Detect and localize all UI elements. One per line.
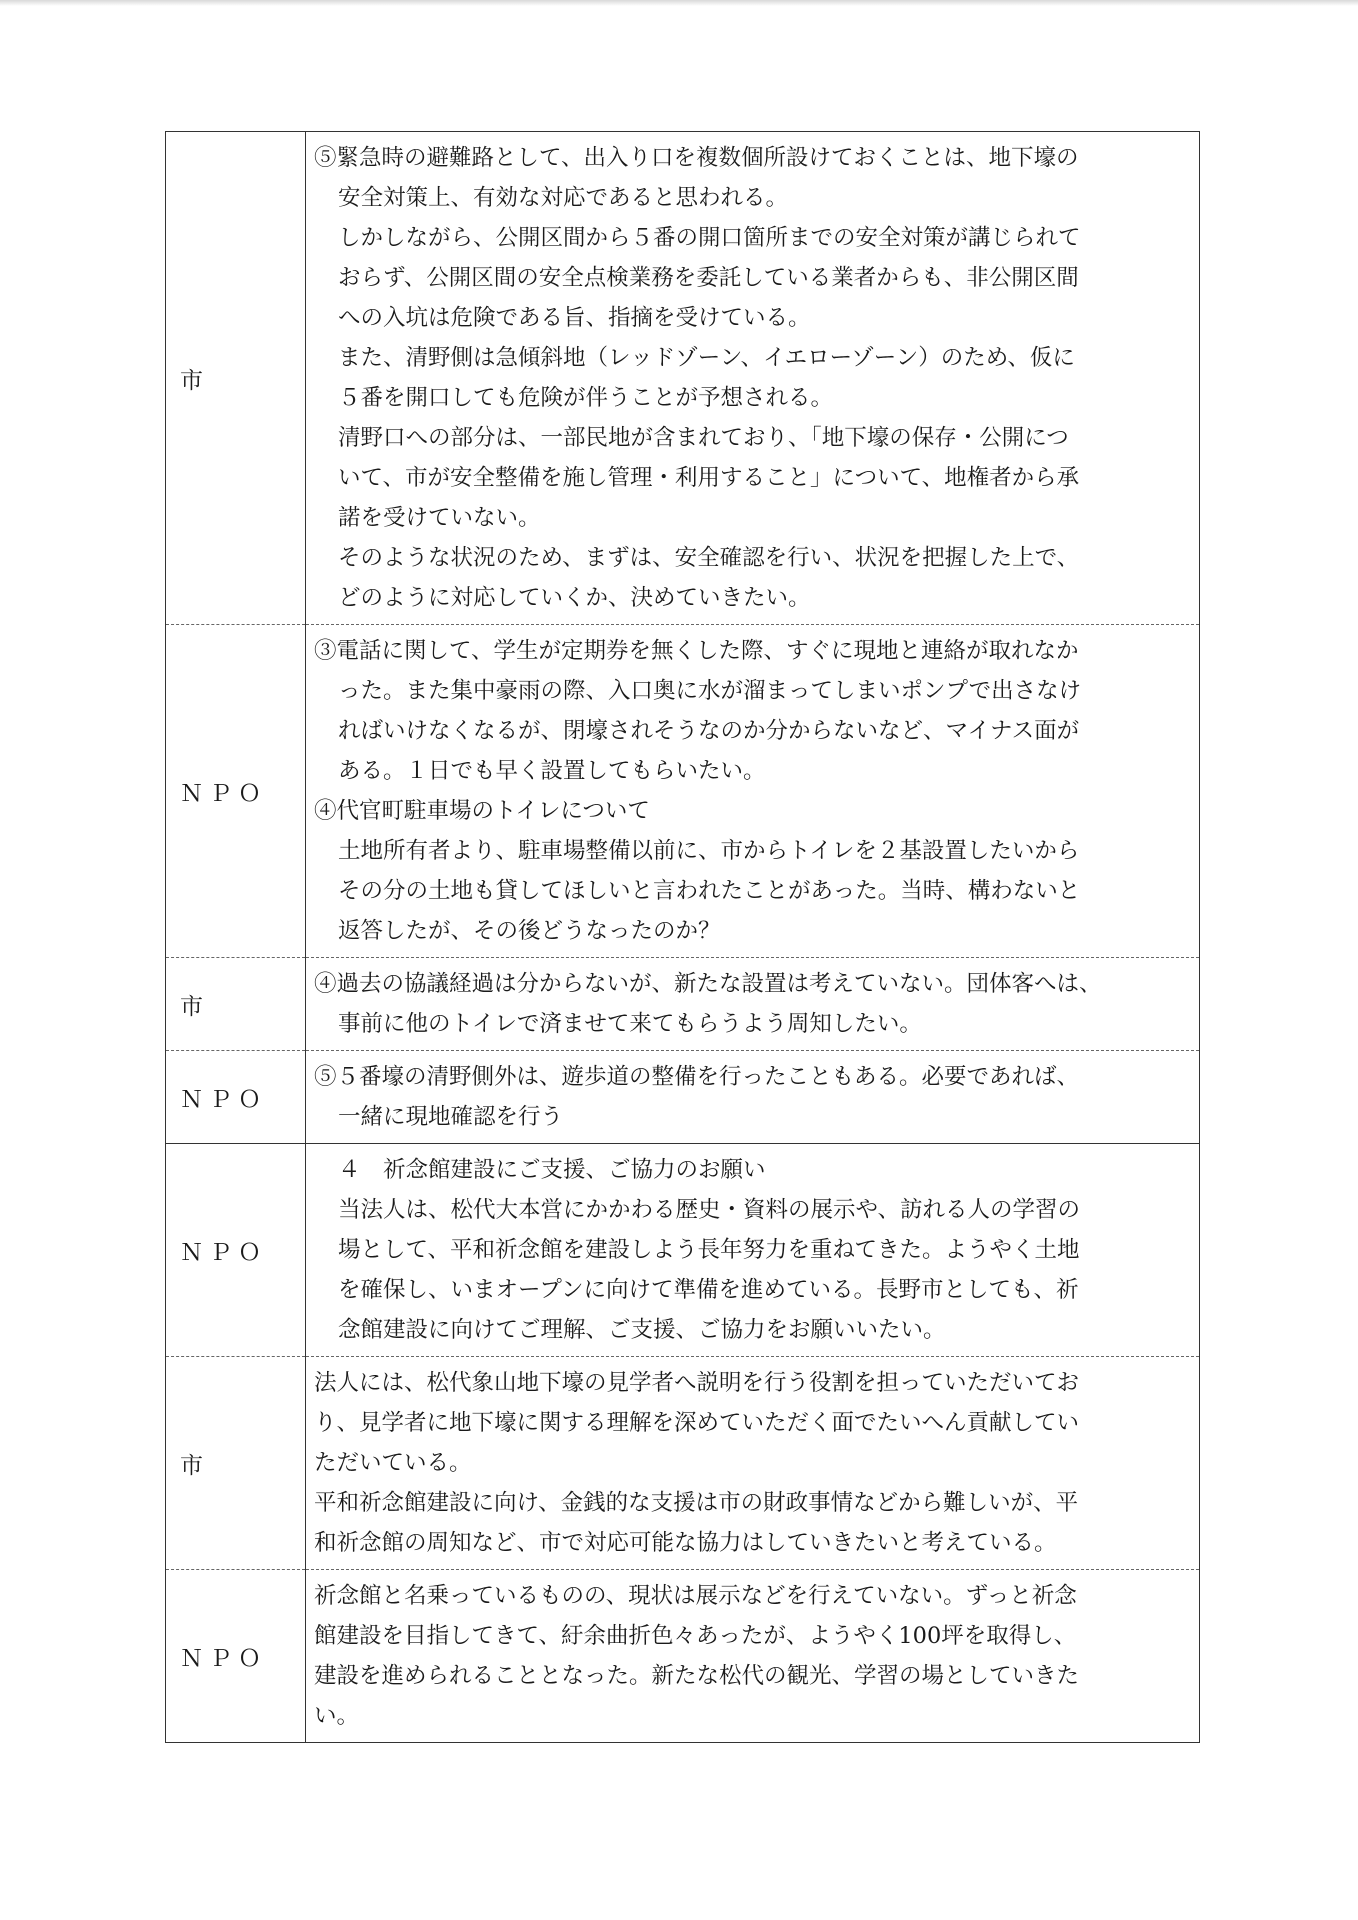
minutes-table bbox=[165, 131, 1200, 1743]
content-cell bbox=[306, 1570, 1200, 1743]
text-line: 念館建設に向けてご理解、ご支援、ご協力をお願いいたい。 bbox=[338, 1317, 946, 1343]
content-cell bbox=[306, 625, 1200, 958]
text-line: そのような状況のため、まずは、安全確認を行い、状況を把握した上で、 bbox=[338, 545, 1080, 571]
text-line: 土地所有者より、駐車場整備以前に、市からトイレを２基設置したいから bbox=[338, 838, 1080, 864]
table-row bbox=[166, 625, 1200, 958]
text-line: ⑤緊急時の避難路として、出入り口を複数個所設けておくことは、地下壕の bbox=[314, 145, 1079, 171]
text-line: り、見学者に地下壕に関する理解を深めていただく面でたいへん貢献してい bbox=[314, 1410, 1080, 1436]
content-cell bbox=[306, 1051, 1200, 1144]
content-cell bbox=[306, 1357, 1200, 1570]
text-line: 祈念館と名乗っているものの、現状は展示などを行えていない。ずっと祈念 bbox=[314, 1583, 1077, 1609]
text-line: 平和祈念館建設に向け、金銭的な支援は市の財政事情などから難しいが、平 bbox=[314, 1490, 1079, 1516]
speaker-cell: ＮＰＯ bbox=[166, 1051, 306, 1144]
table-row bbox=[166, 1570, 1200, 1743]
speaker-cell: ＮＰＯ bbox=[166, 1570, 306, 1743]
text-line: また、清野側は急傾斜地（レッドゾーン、イエローゾーン）のため、仮に bbox=[338, 345, 1075, 371]
text-line: ある。１日でも早く設置してもらいたい。 bbox=[338, 758, 766, 784]
text-line: 館建設を目指してきて、紆余曲折色々あったが、ようやく100坪を取得し、 bbox=[314, 1623, 1077, 1649]
text-line: 事前に他のトイレで済ませて来てもらうよう周知したい。 bbox=[338, 1011, 922, 1037]
text-line: ５番を開口しても危険が伴うことが予想される。 bbox=[338, 385, 834, 411]
text-line: を確保し、いまオープンに向けて準備を進めている。長野市としても、祈 bbox=[338, 1277, 1079, 1303]
text-line: 和祈念館の周知など、市で対応可能な協力はしていきたいと考えている。 bbox=[314, 1530, 1057, 1556]
text-line: その分の土地も貸してほしいと言われたことがあった。当時、構わないと bbox=[338, 878, 1081, 904]
text-line: ればいけなくなるが、閉壕されそうなのか分からないなど、マイナス面が bbox=[338, 718, 1080, 744]
table-row bbox=[166, 1357, 1200, 1570]
text-line: おらず、公開区間の安全点検業務を委託している業者からも、非公開区間 bbox=[338, 265, 1079, 291]
text-line: 安全対策上、有効な対応であると思われる。 bbox=[338, 185, 789, 211]
text-line: 建設を進められることとなった。新たな松代の観光、学習の場としていきた bbox=[314, 1663, 1080, 1689]
text-line: ③電話に関して、学生が定期券を無くした際、すぐに現地と連絡が取れなか bbox=[314, 638, 1079, 664]
table-row bbox=[166, 1051, 1200, 1144]
text-line: ⑤５番壕の清野側外は、遊歩道の整備を行ったこともある。必要であれば、 bbox=[314, 1064, 1080, 1090]
table-row bbox=[166, 958, 1200, 1051]
table-row bbox=[166, 132, 1200, 625]
text-line: しかしながら、公開区間から５番の開口箇所までの安全対策が講じられて bbox=[338, 225, 1081, 251]
speaker-cell: 市 bbox=[166, 132, 306, 625]
text-line: ４ 祈念館建設にご支援、ご協力のお願い bbox=[338, 1157, 766, 1183]
speaker-cell: ＮＰＯ bbox=[166, 1144, 306, 1357]
text-line: 清野口への部分は、一部民地が含まれており、「地下壕の保存・公開につ bbox=[338, 425, 1069, 451]
text-line: 法人には、松代象山地下壕の見学者へ説明を行う役割を担っていただいてお bbox=[314, 1370, 1080, 1396]
content-cell bbox=[306, 958, 1200, 1051]
text-line: 一緒に現地確認を行う bbox=[338, 1104, 564, 1130]
scan-edge bbox=[0, 0, 1358, 6]
text-line: い。 bbox=[314, 1703, 360, 1729]
table-row bbox=[166, 1144, 1200, 1357]
content-cell bbox=[306, 132, 1200, 625]
speaker-cell: 市 bbox=[166, 1357, 306, 1570]
speaker-cell: ＮＰＯ bbox=[166, 625, 306, 958]
text-line: 諾を受けていない。 bbox=[338, 505, 541, 531]
text-line: いて、市が安全整備を施し管理・利用すること」について、地権者から承 bbox=[338, 465, 1080, 491]
text-line: 場として、平和祈念館を建設しよう長年努力を重ねてきた。ようやく土地 bbox=[338, 1237, 1080, 1263]
text-line: 当法人は、松代大本営にかかわる歴史・資料の展示や、訪れる人の学習の bbox=[338, 1197, 1081, 1223]
text-line: への入坑は危険である旨、指摘を受けている。 bbox=[338, 305, 811, 331]
text-line: ④過去の協議経過は分からないが、新たな設置は考えていない。団体客へは、 bbox=[314, 971, 1102, 997]
text-line: ただいている。 bbox=[314, 1450, 472, 1476]
content-cell bbox=[306, 1144, 1200, 1357]
text-line: どのように対応していくか、決めていきたい。 bbox=[338, 585, 811, 611]
text-line: 返答したが、その後どうなったのか？ bbox=[338, 918, 721, 944]
speaker-cell: 市 bbox=[166, 958, 306, 1051]
text-line: ④代官町駐車場のトイレについて bbox=[314, 798, 650, 824]
text-line: った。また集中豪雨の際、入口奥に水が溜まってしまいポンプで出さなけ bbox=[338, 678, 1082, 704]
